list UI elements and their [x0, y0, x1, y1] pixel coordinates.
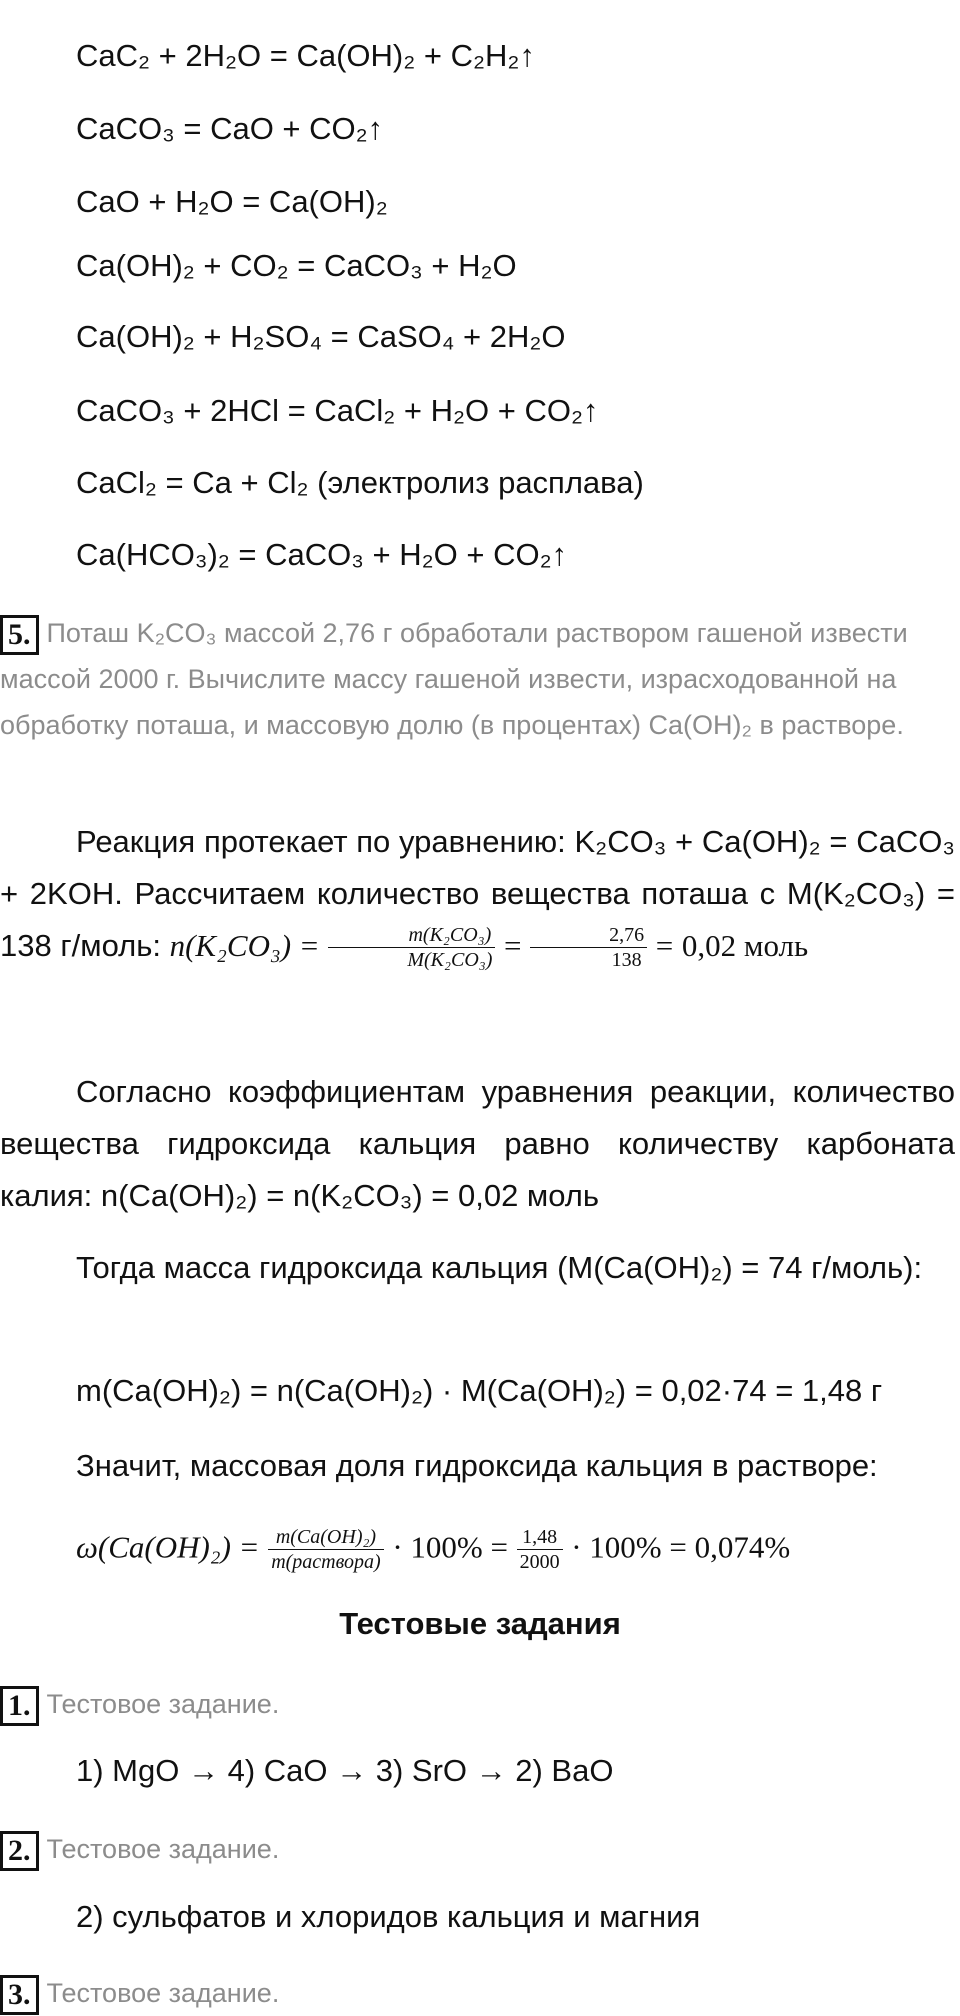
test-2: [0, 1826, 955, 1872]
test-1: [0, 1681, 955, 1727]
fraction-denominator: 138: [611, 949, 642, 972]
fraction-denominator: 2000: [519, 1551, 560, 1573]
test-2-text: Тестовое задание.: [46, 1834, 280, 1864]
omega-lhs: ω(Ca(OH)₂) =: [76, 1529, 260, 1565]
equation-5: Ca(OH)₂ + H₂SO₄ = CaSO₄ + 2H₂O: [76, 319, 566, 354]
fraction-values: [517, 1525, 563, 1574]
task-5-text: Поташ K₂CO₃ массой 2,76 г обработали раствором гашеной извести массой 2000 г. Вычислите массу гашеной извести, израсходованной на обработку поташа, и массовую долю (в процентах) Ca(OH)₂ в растворе.: [0, 618, 908, 740]
formula-n-lhs: n(K₂CO₃) =: [169, 928, 320, 963]
equation-4: Ca(OH)₂ + CO₂ = CaCO₃ + H₂O: [76, 248, 517, 283]
equation-2: CaCO₃ = CaO + CO₂↑: [76, 111, 384, 146]
mass-fraction-intro: Значит, массовая доля гидроксида кальция в растворе:: [76, 1448, 878, 1483]
mass-fraction-formula: [76, 1525, 790, 1574]
equals-sign: =: [655, 928, 674, 963]
fraction-numerator: m(Ca(OH)₂): [268, 1525, 384, 1550]
fraction-numerator: m(K₂CO₃): [328, 923, 495, 948]
tests-heading: Тестовые задания: [339, 1606, 621, 1641]
task-number-box: 3.: [0, 1975, 39, 2015]
solution-paragraph-2: Согласно коэффициентам уравнения реакции, количество вещества гидроксида кальция равно количеству карбоната калия: n(Ca(OH)₂) = n(K₂CO₃) = 0,02 моль: [0, 1074, 955, 1213]
test-3-text: Тестовое задание.: [46, 1978, 280, 2008]
task-number-box: 5.: [0, 615, 39, 655]
test-2-answer: 2) сульфатов и хлоридов кальция и магния: [76, 1899, 701, 1934]
equation-7: CaCl₂ = Ca + Cl₂ (электролиз расплава): [76, 465, 644, 500]
solution-paragraph-1: [0, 816, 955, 972]
equation-3: CaO + H₂O = Ca(OH)₂: [76, 184, 388, 219]
equation-1: CaC₂ + 2H₂O = Ca(OH)₂ + C₂H₂↑: [76, 38, 535, 73]
task-5: [0, 610, 955, 748]
solution-text: Реакция протекает по уравнению: K₂CO₃ + Ca(OH)₂ = CaCO₃ + 2KOH. Рассчитаем количество вещества поташа с: [0, 824, 955, 911]
task-number-box: 2.: [0, 1831, 39, 1871]
equation-8: Ca(HCO₃)₂ = CaCO₃ + H₂O + CO₂↑: [76, 537, 568, 572]
equals-sign: =: [504, 928, 522, 963]
fraction-numerator: 1,48: [517, 1525, 563, 1550]
fraction-values: [530, 923, 647, 972]
test-3: [0, 1970, 955, 2016]
fraction-denominator: m(раствора): [271, 1551, 381, 1573]
test-1-answer: 1) MgO → 4) CaO → 3) SrO → 2) BaO: [76, 1753, 614, 1788]
solution-paragraph-3: Тогда масса гидроксида кальция (M(Ca(OH)₂) = 74 г/моль):: [76, 1250, 923, 1285]
times-percent: · 100% =: [392, 1529, 508, 1565]
final-result: · 100% = 0,074%: [571, 1529, 791, 1565]
result-value: 0,02 моль: [681, 928, 809, 963]
fraction-m-over-M: [328, 923, 495, 972]
equation-6: CaCO₃ + 2HCl = CaCl₂ + H₂O + CO₂↑: [76, 393, 599, 428]
molar-mass-text: M(K₂CO₃) = 138 г/моль:: [0, 876, 955, 963]
task-number-box: 1.: [0, 1686, 39, 1726]
test-1-text: Тестовое задание.: [46, 1689, 280, 1719]
fraction-denominator: M(K₂CO₃): [407, 949, 493, 972]
mass-formula-line: m(Ca(OH)₂) = n(Ca(OH)₂) · M(Ca(OH)₂) = 0,02·74 = 1,48 г: [76, 1373, 883, 1408]
fraction-mass-over-solution: [268, 1525, 384, 1574]
fraction-numerator: 2,76: [530, 923, 647, 948]
